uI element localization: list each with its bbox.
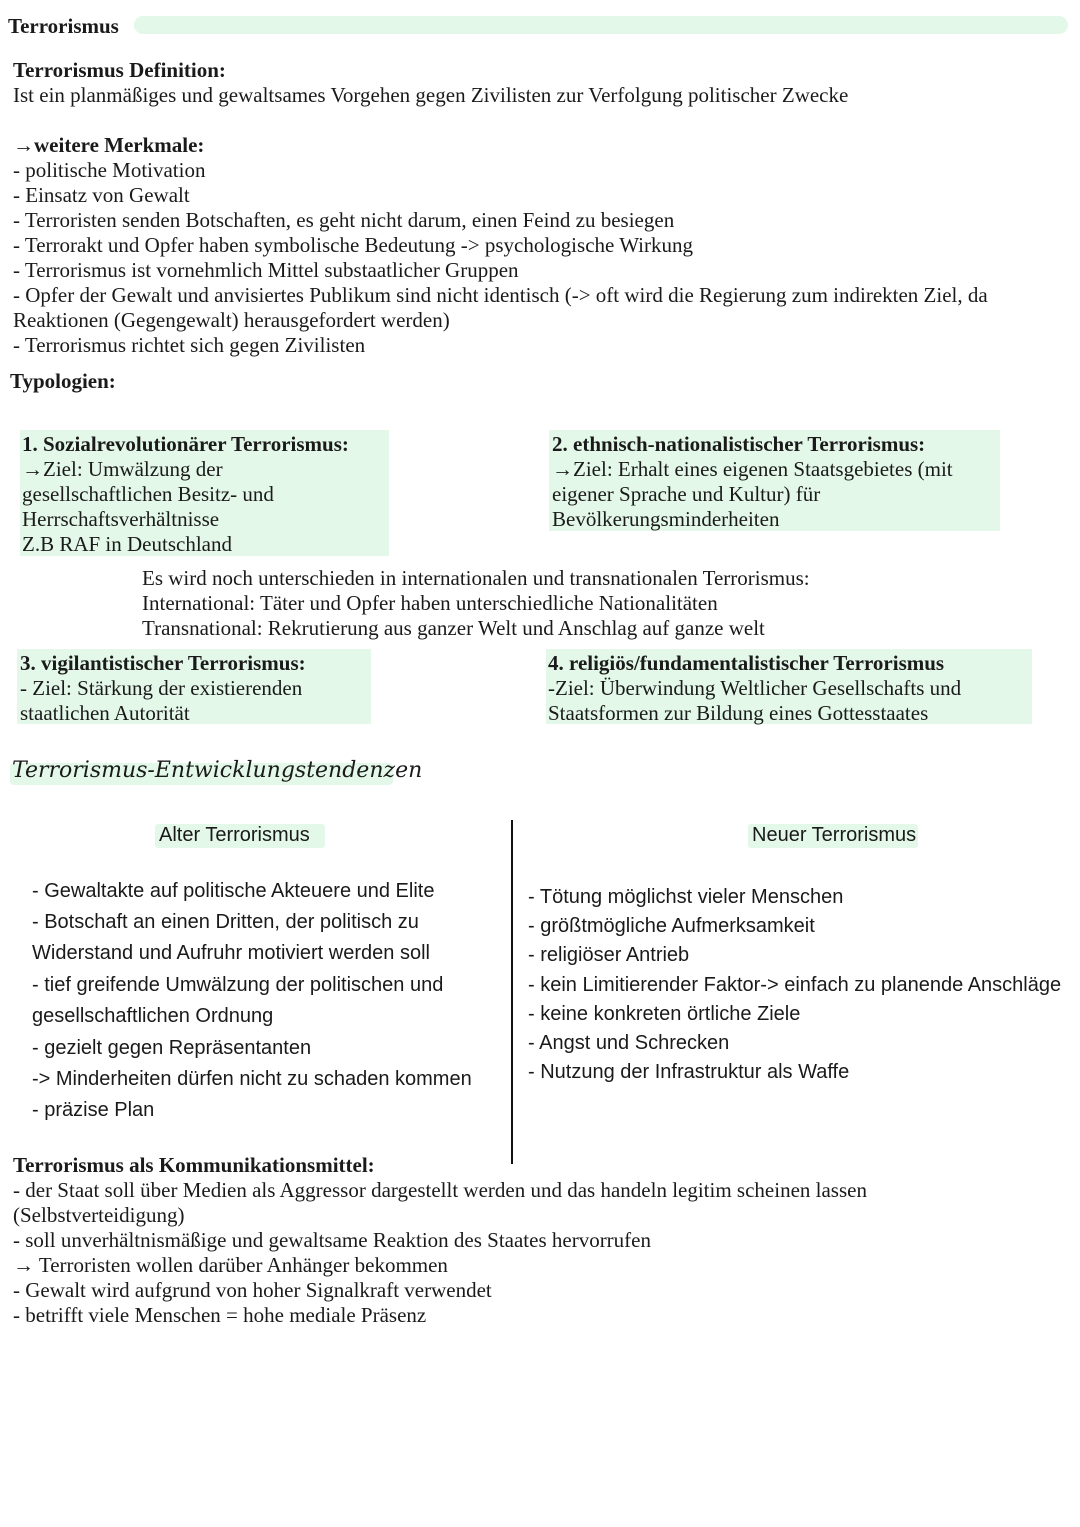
feature-item: - Einsatz von Gewalt <box>13 183 190 207</box>
feature-item: - Terrorismus ist vornehmlich Mittel substaatlicher Gruppen <box>13 258 519 282</box>
old-terrorism-title: Alter Terrorismus <box>159 824 310 846</box>
old-terrorism-item: -> Minderheiten dürfen nicht zu schaden kommen <box>32 1068 472 1090</box>
communication-item: (Selbstverteidigung) <box>13 1203 185 1227</box>
old-terrorism-item: - Gewaltakte auf politische Akteuere und Elite <box>32 880 435 902</box>
new-terrorism-item: - religiöser Antrieb <box>528 944 690 966</box>
typology-4-line: Staatsformen zur Bildung eines Gottesstaates <box>548 701 929 725</box>
features-heading: →weitere Merkmale: <box>13 133 205 157</box>
new-terrorism-item: - Tötung möglichst vieler Menschen <box>528 886 844 908</box>
page-title: Terrorismus <box>8 14 119 38</box>
feature-item: - Terrorakt und Opfer haben symbolische Bedeutung -> psychologische Wirkung <box>13 233 694 257</box>
communication-heading: Terrorismus als Kommunikationsmittel: <box>13 1153 375 1177</box>
old-terrorism-item: - tief greifende Umwälzung der politischen und <box>32 974 444 996</box>
new-terrorism-item: - keine konkreten örtliche Ziele <box>528 1003 801 1025</box>
feature-item: - Terrorismus richtet sich gegen Zivilisten <box>13 333 366 357</box>
typology-1-title: 1. Sozialrevolutionärer Terrorismus: <box>22 432 349 456</box>
typology-1-line: Herrschaftsverhältnisse <box>22 507 220 531</box>
old-terrorism-item: gesellschaftlichen Ordnung <box>32 1005 274 1027</box>
typology-1-line: →Ziel: Umwälzung der <box>22 457 223 481</box>
typology-2-line: Bevölkerungsminderheiten <box>552 507 780 531</box>
typology-1-line: Z.B RAF in Deutschland <box>22 532 232 556</box>
old-terrorism-item: - präzise Plan <box>32 1099 155 1121</box>
communication-item: → Terroristen wollen darüber Anhänger bekommen <box>13 1253 448 1277</box>
communication-item: - soll unverhältnismäßige und gewaltsame Reaktion des Staates hervorrufen <box>13 1228 651 1252</box>
typology-2-title: 2. ethnisch-nationalistischer Terrorismus: <box>552 432 926 456</box>
typology-note-line: Es wird noch unterschieden in internationalen und transnationalen Terrorismus: <box>142 566 810 590</box>
old-terrorism-item: - Botschaft an einen Dritten, der politisch zu <box>32 911 419 933</box>
typology-note-line: Transnational: Rekrutierung aus ganzer Welt und Anschlag auf ganze welt <box>142 616 765 640</box>
communication-item: - betrifft viele Menschen = hohe mediale Präsenz <box>13 1303 427 1327</box>
typology-3-line: staatlichen Autorität <box>20 701 190 725</box>
feature-item: - Terroristen senden Botschaften, es geht nicht darum, einen Feind zu besiegen <box>13 208 675 232</box>
feature-item: Reaktionen (Gegengewalt) herausgefordert werden) <box>13 308 450 332</box>
typology-note-line: International: Täter und Opfer haben unterschiedliche Nationalitäten <box>142 591 718 615</box>
communication-item: - der Staat soll über Medien als Aggressor dargestellt werden und das handeln legitim scheinen lassen <box>13 1178 867 1202</box>
typology-2-line: eigener Sprache und Kultur) für <box>552 482 821 506</box>
typology-3-title: 3. vigilantistischer Terrorismus: <box>20 651 306 675</box>
typologies-heading: Typologien: <box>10 369 116 393</box>
typology-4-line: -Ziel: Überwindung Weltlicher Gesellschafts und <box>548 676 962 700</box>
typology-1-line: gesellschaftlichen Besitz- und <box>22 482 274 506</box>
typology-2-line: →Ziel: Erhalt eines eigenen Staatsgebietes (mit <box>552 457 953 481</box>
title-highlight-bar <box>134 16 1068 34</box>
new-terrorism-title: Neuer Terrorismus <box>752 824 917 846</box>
new-terrorism-item: - Angst und Schrecken <box>528 1032 730 1054</box>
typology-4-title: 4. religiös/fundamentalistischer Terrorismus <box>548 651 945 675</box>
new-terrorism-item: - Nutzung der Infrastruktur als Waffe <box>528 1061 850 1083</box>
definition-text: Ist ein planmäßiges und gewaltsames Vorgehen gegen Zivilisten zur Verfolgung politischer Zwecke <box>13 83 849 107</box>
new-terrorism-item: - kein Limitierender Faktor-> einfach zu planende Anschläge <box>528 974 1062 996</box>
new-terrorism-item: - größtmögliche Aufmerksamkeit <box>528 915 815 937</box>
column-divider <box>511 820 513 1164</box>
development-heading: Terrorismus-Entwicklungstendenzen <box>12 758 423 783</box>
feature-item: - Opfer der Gewalt und anvisiertes Publikum sind nicht identisch (-> oft wird die Regierung zum indirekten Ziel, da <box>13 283 988 307</box>
old-terrorism-item: Widerstand und Aufruhr motiviert werden soll <box>32 942 430 964</box>
old-terrorism-item: - gezielt gegen Repräsentanten <box>32 1037 312 1059</box>
definition-heading: Terrorismus Definition: <box>13 58 226 82</box>
typology-3-line: - Ziel: Stärkung der existierenden <box>20 676 303 700</box>
communication-item: - Gewalt wird aufgrund von hoher Signalkraft verwendet <box>13 1278 492 1302</box>
feature-item: - politische Motivation <box>13 158 206 182</box>
